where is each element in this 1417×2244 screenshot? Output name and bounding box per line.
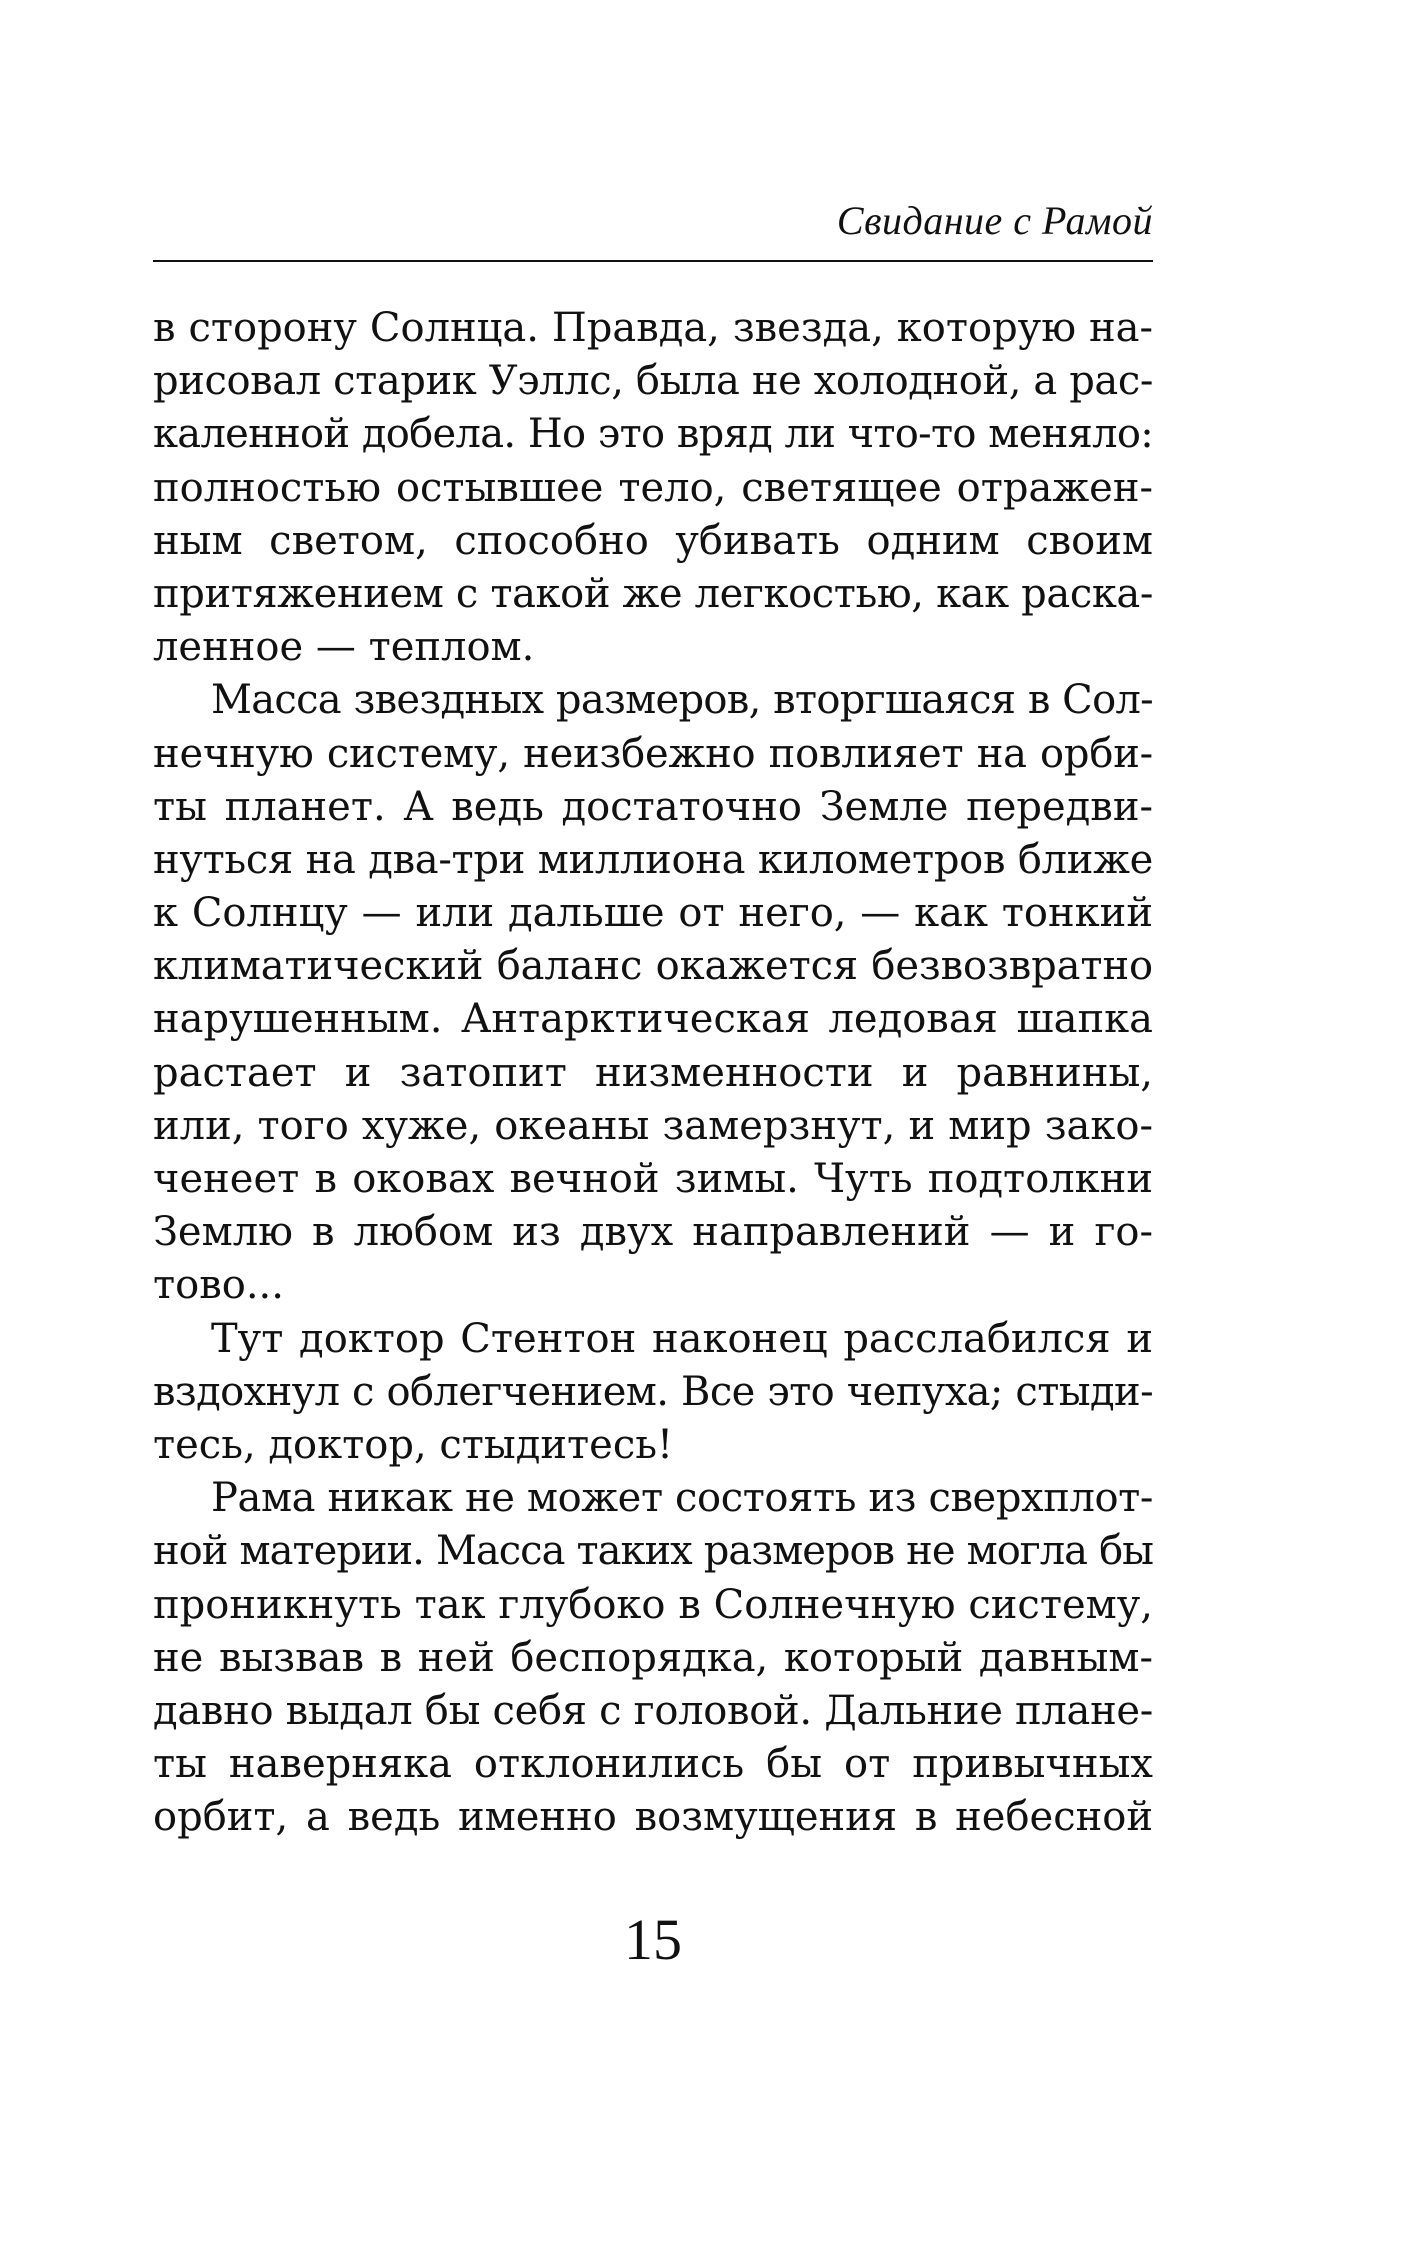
page-body: [153, 302, 1153, 1844]
text-line: орбит, а ведь именно возмущения в небесной: [153, 1794, 1153, 1841]
text-line: тово...: [153, 1262, 284, 1309]
text-line: вздохнул с облегчением. Все это чепуха; стыди-: [153, 1368, 1153, 1415]
text-line: нуться на два-три миллиона километров ближе: [153, 836, 1153, 883]
text-line: ным светом, способно убивать одним своим: [153, 517, 1153, 564]
header-rule: [153, 260, 1153, 262]
text-line: нарушенным. Антарктическая ледовая шапка: [153, 996, 1153, 1043]
text-line: ты планет. А ведь достаточно Земле передви-: [153, 783, 1153, 830]
text-line: рисовал старик Уэллс, была не холодной, а рас-: [153, 358, 1153, 405]
text-line: климатический баланс окажется безвозвратно: [153, 943, 1153, 990]
text-line: растает и затопит низменности и равнины,: [153, 1049, 1153, 1096]
running-title: Свидание с Рамой: [836, 198, 1153, 243]
text-line: к Солнцу — или дальше от него, — как тонкий: [153, 890, 1153, 937]
text-line: полностью остывшее тело, светящее отражен-: [153, 464, 1153, 511]
text-line: Масса звездных размеров, вторгшаяся в Сол-: [211, 677, 1153, 724]
text-line: давно выдал бы себя с головой. Дальние плане-: [153, 1687, 1154, 1734]
text-line: не вызвав в ней беспорядка, который давным-: [153, 1634, 1153, 1681]
text-line: тесь, доктор, стыдитесь!: [153, 1421, 674, 1468]
page-number: 15: [624, 1907, 682, 1972]
text-line: ленное — теплом.: [153, 624, 535, 671]
text-line: или, того хуже, океаны замерзнут, и мир зако-: [153, 1102, 1153, 1149]
text-line: каленной добела. Но это вряд ли что-то меняло:: [153, 411, 1153, 458]
text-line: ченеет в оковах вечной зимы. Чуть подтолкни: [153, 1156, 1153, 1202]
text-line: Рама никак не может состоять из сверхплот-: [211, 1475, 1153, 1522]
text-line: в сторону Солнца. Правда, звезда, которую на-: [153, 305, 1153, 351]
text-line: нечную систему, неизбежно повлияет на орби-: [153, 730, 1153, 777]
text-line: ной материи. Масса таких размеров не могла бы: [153, 1528, 1153, 1575]
text-line: ты наверняка отклонились бы от привычных: [153, 1741, 1153, 1788]
text-line: Тут доктор Стентон наконец расслабился и: [211, 1315, 1153, 1362]
paragraph: [153, 674, 1153, 1312]
text-line: Землю в любом из двух направлений — и го-: [153, 1209, 1153, 1256]
paragraph: [153, 302, 1153, 674]
text-line: проникнуть так глубоко в Солнечную систему,: [153, 1581, 1153, 1628]
paragraph: [153, 1472, 1153, 1844]
paragraph: [153, 1313, 1153, 1473]
text-line: притяжением с такой же легкостью, как раска-: [153, 570, 1153, 617]
